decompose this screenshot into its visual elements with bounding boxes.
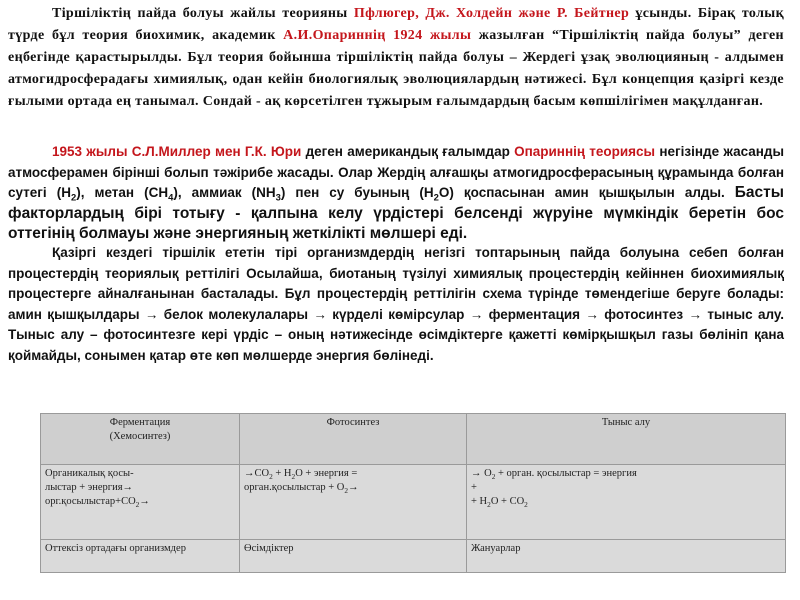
fermentation-eq-line1: Органикалық қосы- — [45, 468, 134, 479]
photo-eq-l1c: О + энергия = — [295, 468, 358, 479]
photo-eq-l1b: + Н — [272, 468, 292, 479]
cell-respiration-equation — [467, 465, 786, 540]
header-photosynthesis-label: Фотосинтез — [326, 417, 380, 428]
paragraph-miller-urey — [8, 142, 784, 245]
photo-eq-sub3: 2 — [344, 486, 349, 496]
p1-oparin-highlight: А.И.Опариннің 1924 жылы — [283, 28, 472, 43]
p1-text-3: жазылған “Тіршіліктің пайда болуы” деген еңбегінде қарастырылды. Бұл теория бойынша тіршіліктің пайда болуы – Жердегі ұзақ эволюцияның - алдымен атмогидросферадағы химиялық, одан кейін биологиялық эволюциялардың нәтижесі. Бұл концепция қазіргі кезде ғылыми ортада ең танымал. Сондай - ақ көрсетілген тұжырым ғалымдардың басым көпшілігімен мақұлданған. — [8, 28, 784, 109]
p2-sub-ch4: 4 — [168, 192, 174, 204]
resp-eq-l1a: → О — [471, 468, 492, 479]
header-respiration-label: Тыныс алу — [601, 417, 651, 428]
resp-eq-l3a: + Н — [471, 496, 488, 507]
fermentation-eq-line2: лыстар + энергия→ — [45, 482, 134, 493]
p2-oparin-theory-highlight: Опариннің теориясы — [514, 144, 656, 159]
p1-text-1: Тіршіліктің пайда болуы жайлы теорияны — [52, 6, 354, 21]
resp-eq-l1b: + орган. қосылыстар = энергия — [495, 468, 637, 479]
paragraph-theory-intro — [8, 3, 784, 113]
p1-scientist-names: Пфлюгер, Дж. Холдейн және Р. Бейтнер — [353, 6, 630, 21]
resp-eq-sub1: 2 — [491, 472, 496, 482]
resp-eq-sub3: 2 — [524, 500, 528, 510]
p2-text-1: деген американдық ғалымдар — [301, 144, 515, 159]
p2-text-2: негізінде жасанды атмосферамен бірінші болып тәжірибе жасады. Олар Жердің алғашқы атмогидросферасының құрамында болған сутегі (Н — [8, 144, 785, 200]
cell-photosynthesis-equation — [240, 465, 467, 540]
paragraph-process-sequence — [8, 243, 784, 366]
cell-plants: Өсімдіктер — [240, 540, 467, 573]
p2-text-6: О) қоспасынан амин қышқылын алды. — [438, 185, 735, 200]
header-photosynthesis — [240, 414, 467, 465]
header-respiration — [467, 414, 786, 465]
header-fermentation-label: Ферментация — [109, 417, 171, 428]
p2-text-5: ) пен су буының (Н — [280, 185, 434, 200]
p2-text-3: ), метан (СН — [76, 185, 169, 200]
photo-eq-sub1: 2 — [269, 472, 273, 482]
photo-eq-sub2: 2 — [291, 472, 296, 482]
cell-fermentation-equation — [41, 465, 240, 540]
fermentation-eq-sub: 2 — [135, 500, 140, 510]
fermentation-eq-line3a: орг.қосылыстар+СО — [45, 496, 136, 507]
p2-key-factor-text: Басты факторлардың бірі тотығу - қалпына келу үрдістері белсенді жүруіне мүмкіндік беретін бос оттегінің болмауы және энергияның жеткілікті мөлшері еді. — [8, 184, 784, 242]
p2-sub-nh3: 3 — [275, 192, 281, 204]
table-row-equations — [41, 465, 786, 540]
header-chemosynthesis-label: (Хемосинтез) — [109, 431, 171, 442]
fermentation-eq-line3b: → — [139, 496, 150, 507]
cell-animals: Жануарлар — [467, 540, 786, 573]
p2-sub-h2o: 2 — [433, 192, 439, 204]
cell-anaerobic-organisms: Оттексіз ортадағы организмдер — [41, 540, 240, 573]
header-fermentation — [41, 414, 240, 465]
table-row-organisms — [41, 540, 786, 573]
p2-text-4: ), аммиак (NH — [173, 185, 276, 200]
resp-eq-l3b: О + СО — [490, 496, 525, 507]
p1-text-2: ұсынды. Бірақ толық түрде бұл теория биохимик, академик — [8, 6, 784, 43]
metabolism-table — [40, 413, 786, 573]
p2-miller-urey-highlight: 1953 жылы С.Л.Миллер мен Г.К. Юри — [52, 144, 302, 159]
photo-eq-l2a: орган.қосылыстар + О — [244, 482, 345, 493]
p2-sub-h2: 2 — [70, 192, 77, 204]
table-header-row — [41, 414, 786, 465]
photo-eq-l1a: →СО — [244, 468, 270, 479]
resp-eq-l2: + — [471, 482, 477, 493]
photo-eq-l2b: → — [348, 482, 359, 493]
resp-eq-sub2: 2 — [487, 500, 491, 510]
p3-text: Қазіргі кездегі тіршілік ететін тірі организмдердің негізгі топтарының пайда болуына себеп болған процестердің теориялық реттілігі Осылайша, биотаның түзілуі химиялық процестердің кейіннен биохимиялық процестерге айналғанынан басталады. Бұл процестердің реттілігін схема түрінде төмендегіше беруге болады: амин қышқылдары → белок молекулалары → күрделі көмірсулар → ферментация → фотосинтез → тыныс алу. Тыныс алу – фотосинтезге кері үрдіс – оның нәтижесінде өсімдіктерге қажетті көмірқышқыл газы бөлініп қана қоймайды, сонымен қатар өте көп мөлшерде энергия бөлінеді. — [8, 245, 784, 363]
